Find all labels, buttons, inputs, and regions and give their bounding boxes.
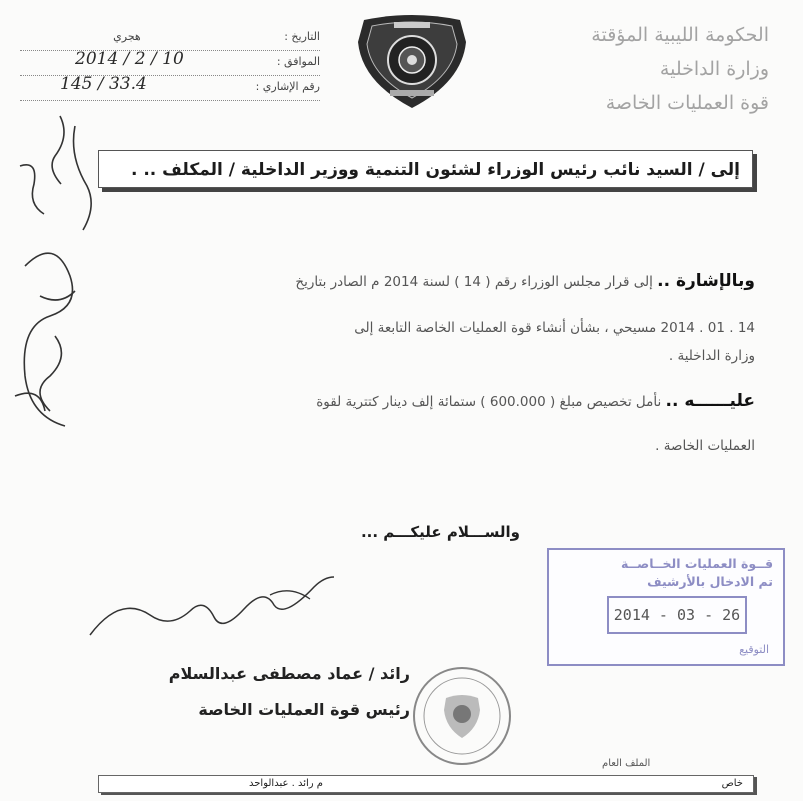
stamp-signature-label: التوقيع: [739, 643, 769, 656]
paragraph-line: وزارة الداخلية .: [668, 348, 755, 364]
paragraph-line: إلى قرار مجلس الوزراء رقم ( 14 ) لسنة 2014 م الصادر بتاريخ: [295, 274, 653, 290]
letterhead-government: الحكومة الليبية المؤقتة: [591, 24, 769, 46]
signatory-title: رئيس قوة العمليات الخاصة: [198, 700, 410, 719]
handwritten-date: 2014 / 2 / 10: [75, 49, 184, 69]
footer-right-text: خاص: [721, 778, 743, 789]
reference-block: [20, 30, 320, 105]
paragraph-line: نأمل تخصيص مبلغ ( 600.000 ) ستمائة إلف دينار كتترية لقوة: [316, 394, 662, 410]
date-row: [20, 30, 320, 51]
paragraph-reference: [115, 268, 755, 367]
handwritten-reference: 145 / 33.4: [60, 74, 147, 94]
signature-icon: [70, 575, 350, 655]
addressee-box: إلى / السيد نائب رئيس الوزراء لشئون التنمية ووزير الداخلية / المكلف .. .: [98, 150, 753, 188]
letterhead-unit: قوة العمليات الخاصة: [605, 92, 769, 114]
footer-bar: [98, 775, 754, 793]
stamp-archived: تم الادخال بالأرشيف: [647, 574, 773, 589]
corresponding-date-row: [20, 49, 320, 76]
paragraph-request: [115, 388, 755, 457]
paragraph-lead-therefore: عليــــــه ..: [665, 391, 755, 411]
letterhead: [559, 18, 769, 120]
hijri-label: هجري: [113, 30, 141, 43]
paragraph-line: 14 . 01 . 2014 مسيحي ، بشأن أنشاء قوة العمليات الخاصة التابعة إلى: [354, 320, 755, 336]
footer-left-text: م رائد . عبدالواحد: [249, 778, 323, 789]
police-emblem-icon: [354, 12, 470, 110]
date-label: التاريخ :: [284, 30, 320, 43]
margin-handwriting-icon: [0, 96, 110, 466]
stamp-unit: قــوة العمليات الخــاصــة: [621, 556, 773, 571]
official-seal-icon: [410, 664, 514, 768]
paragraph-line: العمليات الخاصة .: [655, 438, 755, 454]
stamp-date: 2014 - 03 - 26: [607, 596, 747, 634]
reference-label: رقم الإشاري :: [255, 80, 320, 93]
archive-stamp: [547, 548, 785, 666]
closing-greeting: والســـلام عليكـــم ...: [360, 523, 520, 541]
corresponding-label: الموافق :: [276, 55, 320, 68]
signatory-name: رائد / عماد مصطفى عبدالسلام: [168, 664, 410, 683]
file-label: الملف العام: [602, 758, 651, 769]
letterhead-ministry: وزارة الداخلية: [659, 58, 769, 80]
paragraph-lead-reference: وبالإشارة ..: [657, 271, 755, 291]
